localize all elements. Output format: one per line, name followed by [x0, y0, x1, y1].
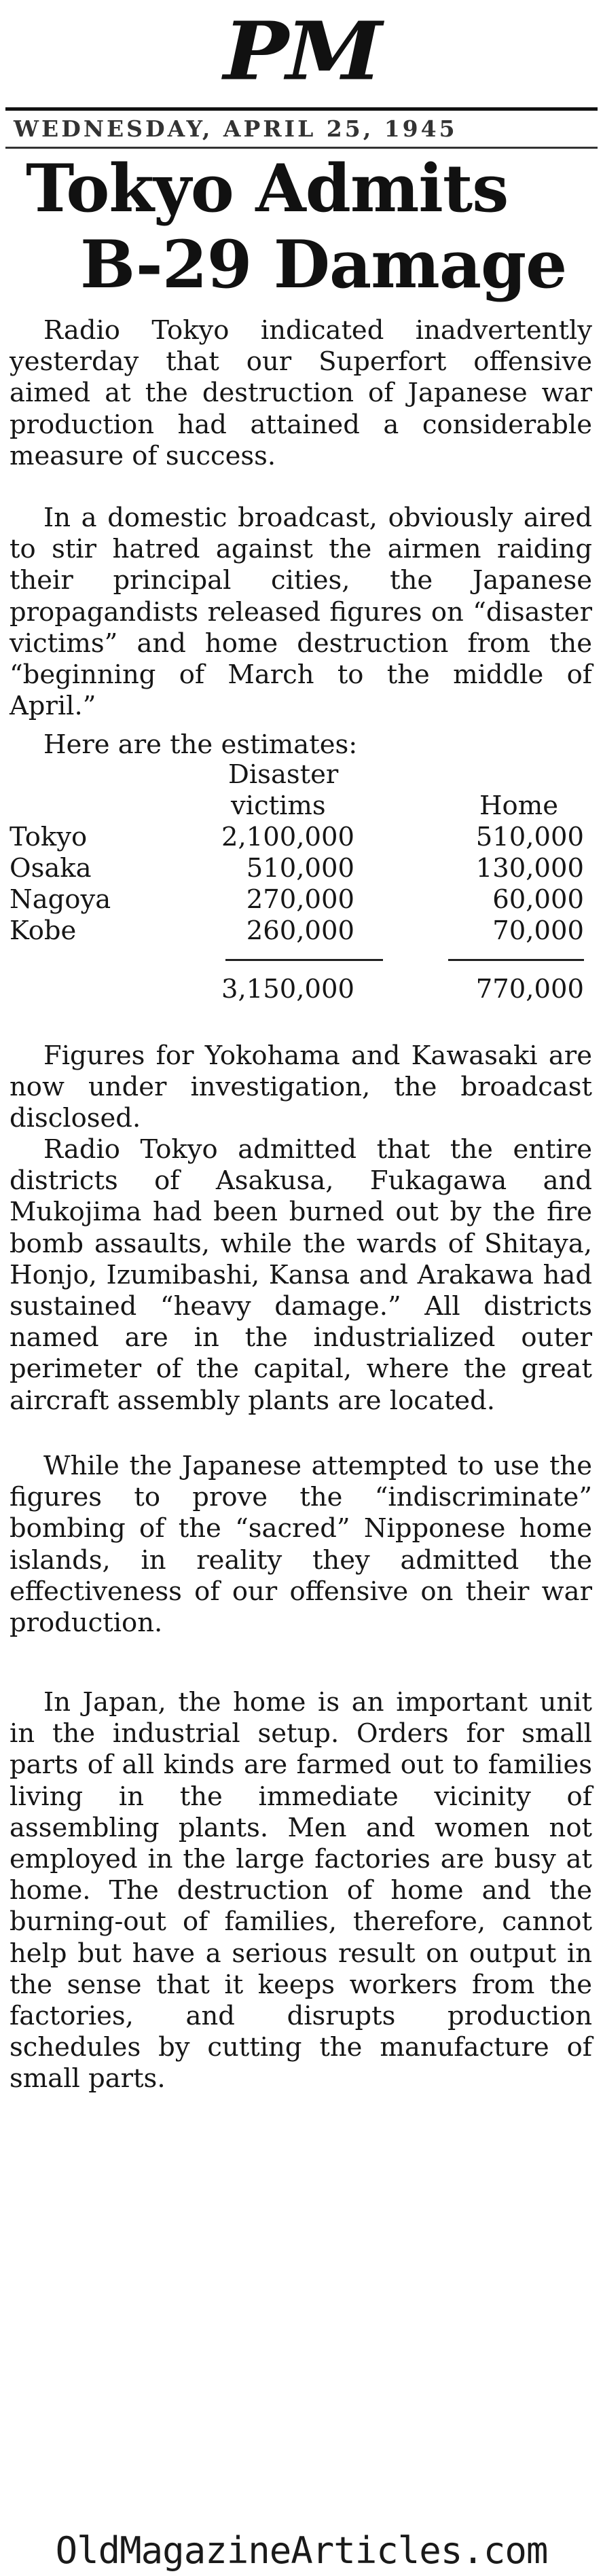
home-value: 130,000	[475, 853, 584, 884]
home-value: 60,000	[492, 884, 584, 915]
estimates-table	[10, 759, 592, 1005]
home-value: 70,000	[492, 915, 584, 946]
table-row	[10, 822, 592, 853]
source-watermark: OldMagazineArticles.com	[55, 2529, 548, 2572]
victims-value: 270,000	[246, 884, 354, 915]
city-name: Tokyo	[10, 822, 88, 852]
paragraph-1	[10, 315, 592, 472]
paragraph-6	[10, 1451, 592, 1639]
paragraph-5	[10, 1134, 592, 1417]
table-header-row-2	[10, 791, 592, 822]
home-value: 510,000	[475, 822, 584, 852]
paragraph-4	[10, 1040, 592, 1135]
newspaper-logo: PM	[223, 4, 380, 98]
totals-rule-row	[10, 947, 592, 974]
paragraph-6-text: While the Japanese attempted to use the figures to prove the “indiscriminate” bombing of the “sacred” Nipponese home islands, in reality they admitted the effectiveness of our offensive on their war production.	[10, 1451, 592, 1639]
paragraph-3-text: Here are the estimates:	[43, 729, 358, 760]
totals-row	[10, 974, 592, 1005]
city-name: Osaka	[10, 853, 92, 884]
headline-line-1: Tokyo Admits	[26, 150, 509, 227]
header-victims-line-1: Disaster	[228, 759, 339, 790]
paragraph-3	[10, 729, 592, 761]
table-row	[10, 884, 592, 915]
table-header-row-1	[10, 759, 592, 791]
paragraph-2-text: In a domestic broadcast, obviously aired to stir hatred against the airmen raiding their principal cities, the Japanese propagandists released figures on “disaster victims” and home destruction from the “beginning of March to the middle of April.”	[10, 503, 592, 722]
victims-total-rule	[225, 959, 383, 961]
masthead-rule	[5, 107, 598, 111]
table-row	[10, 853, 592, 884]
paragraph-5-text: Radio Tokyo admitted that the entire districts of Asakusa, Fukagawa and Mukojima had been burned out by the fire bomb assaults, while the wards of Shitaya, Honjo, Izumibashi, Kansa and Arakawa had sustained “heavy damage.” All districts named are in the industrialized outer perimeter of the capital, where the great aircraft assembly plants are located.	[10, 1134, 592, 1416]
paragraph-4-text: Figures for Yokohama and Kawasaki are now under investigation, the broadcast disclosed.	[10, 1040, 592, 1134]
dateline-rule	[5, 147, 598, 149]
dateline: WEDNESDAY, APRIL 25, 1945	[14, 115, 458, 142]
header-home: Home	[479, 791, 558, 821]
header-victims-line-2: victims	[231, 791, 326, 821]
masthead	[0, 0, 603, 109]
city-name: Nagoya	[10, 884, 111, 915]
home-total-rule	[448, 959, 584, 961]
victims-value: 260,000	[246, 915, 354, 946]
home-total: 770,000	[475, 974, 584, 1004]
city-name: Kobe	[10, 915, 77, 946]
victims-value: 2,100,000	[221, 822, 354, 852]
headline-line-2: B-29 Damage	[80, 226, 567, 303]
paragraph-7	[10, 1687, 592, 2095]
headline	[0, 151, 603, 303]
victims-value: 510,000	[246, 853, 354, 884]
table-row	[10, 915, 592, 947]
paragraph-1-text: Radio Tokyo indicated inadvertently yesterday that our Superfort offensive aimed at the destruction of Japanese war production had attained a considerable measure of success.	[10, 315, 592, 471]
paragraph-2	[10, 503, 592, 722]
victims-total: 3,150,000	[221, 974, 354, 1004]
paragraph-7-text: In Japan, the home is an important unit in the industrial setup. Orders for small parts of all kinds are farmed out to families living in the immediate vicinity of assembling plants. Men and women not employed in the large factories are busy at home. The destruction of home and the burning-out of families, therefore, cannot help but have a serious result on output in the sense that it keeps workers from the factories, and disrupts production schedules by cutting the manufacture of small parts.	[10, 1687, 592, 2094]
